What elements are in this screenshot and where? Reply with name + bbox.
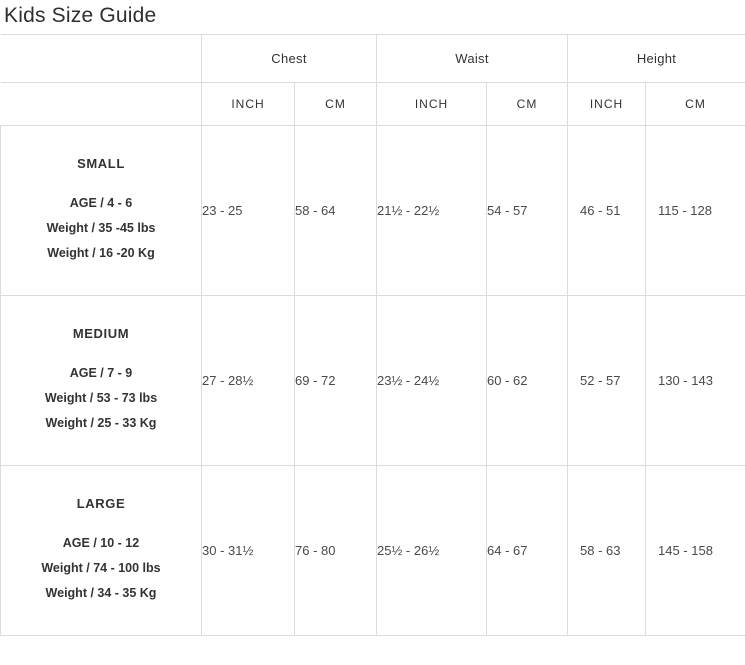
size-age-medium: AGE / 7 - 9 (1, 361, 201, 386)
table-row (1, 466, 745, 636)
size-weight-lbs-large: Weight / 74 - 100 lbs (1, 556, 201, 581)
unit-header-chest-inch: INCH (202, 83, 295, 126)
header-spacer-cell (1, 35, 202, 83)
unit-spacer-cell (1, 83, 202, 126)
size-name-small: SMALL (1, 156, 201, 171)
size-weight-kg-medium: Weight / 25 - 33 Kg (1, 411, 201, 436)
unit-header-height-inch: INCH (568, 83, 646, 126)
cell-small-chest-inch: 23 - 25 (202, 126, 295, 296)
unit-header-height-cm: CM (646, 83, 745, 126)
unit-header-row (1, 83, 745, 126)
cell-large-chest-inch: 30 - 31½ (202, 466, 295, 636)
size-age-large: AGE / 10 - 12 (1, 531, 201, 556)
cell-small-height-cm: 115 - 128 (646, 126, 745, 296)
table-row (1, 126, 745, 296)
size-weight-lbs-medium: Weight / 53 - 73 lbs (1, 386, 201, 411)
table-body (1, 126, 745, 636)
page-title: Kids Size Guide (4, 4, 745, 28)
group-header-row (1, 35, 745, 83)
cell-small-waist-cm: 54 - 57 (487, 126, 568, 296)
unit-header-chest-cm: CM (295, 83, 377, 126)
size-weight-kg-small: Weight / 16 -20 Kg (1, 241, 201, 266)
size-label-cell-medium (1, 296, 202, 466)
table-row (1, 296, 745, 466)
group-header-waist: Waist (377, 35, 568, 83)
cell-small-waist-inch: 21½ - 22½ (377, 126, 487, 296)
cell-large-waist-cm: 64 - 67 (487, 466, 568, 636)
cell-large-waist-inch: 25½ - 26½ (377, 466, 487, 636)
size-name-medium: MEDIUM (1, 326, 201, 341)
size-weight-kg-large: Weight / 34 - 35 Kg (1, 581, 201, 606)
cell-medium-chest-cm: 69 - 72 (295, 296, 377, 466)
group-header-height: Height (568, 35, 745, 83)
cell-medium-waist-cm: 60 - 62 (487, 296, 568, 466)
cell-medium-waist-inch: 23½ - 24½ (377, 296, 487, 466)
size-weight-lbs-small: Weight / 35 -45 lbs (1, 216, 201, 241)
unit-header-waist-cm: CM (487, 83, 568, 126)
size-label-cell-large (1, 466, 202, 636)
cell-small-chest-cm: 58 - 64 (295, 126, 377, 296)
cell-medium-height-inch: 52 - 57 (568, 296, 646, 466)
size-guide-page (0, 4, 745, 665)
cell-large-height-inch: 58 - 63 (568, 466, 646, 636)
cell-large-chest-cm: 76 - 80 (295, 466, 377, 636)
table-header (1, 35, 745, 126)
unit-header-waist-inch: INCH (377, 83, 487, 126)
size-name-large: LARGE (1, 496, 201, 511)
cell-small-height-inch: 46 - 51 (568, 126, 646, 296)
group-header-chest: Chest (202, 35, 377, 83)
cell-medium-chest-inch: 27 - 28½ (202, 296, 295, 466)
size-age-small: AGE / 4 - 6 (1, 191, 201, 216)
cell-medium-height-cm: 130 - 143 (646, 296, 745, 466)
size-label-cell-small (1, 126, 202, 296)
size-guide-table (0, 34, 745, 636)
cell-large-height-cm: 145 - 158 (646, 466, 745, 636)
